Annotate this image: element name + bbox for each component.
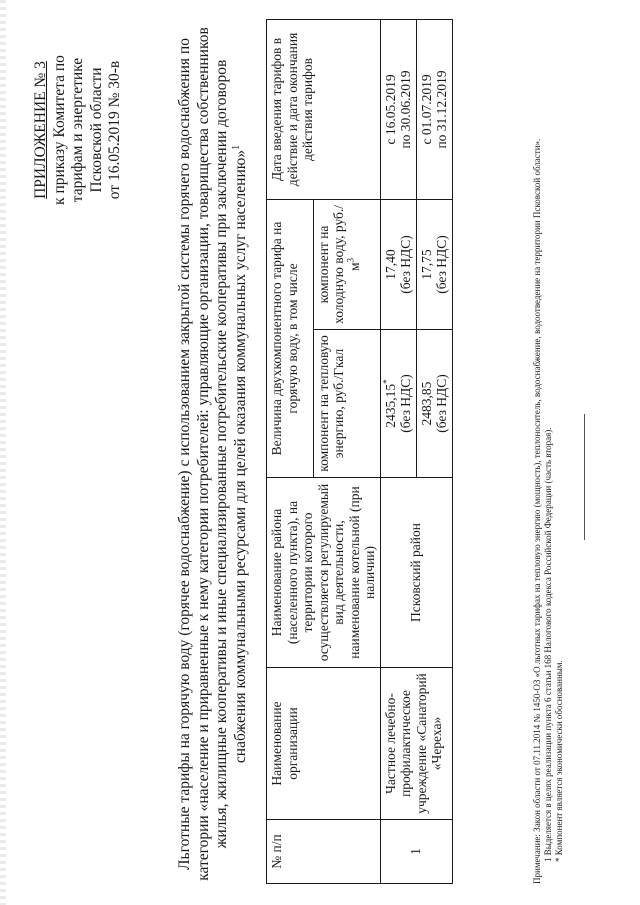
period-end: по 31.12.2019 — [434, 70, 449, 149]
separator-line — [584, 414, 585, 540]
header-thermal-component: компонент на тепловую энергию, руб./Гкал — [313, 330, 380, 478]
thermal-vat-note: (без НДС) — [398, 374, 413, 433]
appendix-line: к приказу Комитета по — [50, 55, 68, 205]
document-sheet — [20, 12, 620, 892]
period-start: с 01.07.2019 — [418, 74, 434, 145]
appendix-line: тарифам и энергетике — [69, 57, 86, 203]
period-start: с 16.05.2019 — [382, 74, 398, 145]
header-cold-water-sup: 3 — [345, 257, 356, 263]
header-cold-water-text: компонент на холодную воду, руб./м — [315, 204, 362, 324]
cell-period — [416, 19, 452, 199]
cell-cold-water-value — [416, 199, 452, 329]
cell-organization: Частное лечебно-профилактическое учреждение «Санаторий «Череха» — [380, 668, 452, 820]
appendix-header — [32, 30, 125, 230]
note-footnote-2: * Компонент является экономически обоснованным. — [554, 660, 564, 862]
document-title-text: Льготные тарифы на горячую воду (горячее водоснабжение) с использованием закрытой системы горячего водоснабжения по категории «население и приравненные к нему категории потребителей: управляющие организации, товарищества собственников жилья, жилищные кооперативы и иные специализированные потребительские кооперативы при заключении договоров снабжения коммунальными ресурсами для целей оказания коммунальных услуг населению» — [176, 27, 249, 881]
cell-num: 1 — [380, 820, 452, 884]
thermal-footnote-mark: * — [381, 379, 391, 384]
appendix-title: ПРИЛОЖЕНИЕ № 3 — [32, 61, 49, 199]
cold-water-value: 17,75 — [418, 249, 434, 280]
thermal-value: 2483,85 — [418, 381, 434, 426]
appendix-line: Псковской области — [87, 67, 105, 193]
table-row — [380, 19, 416, 883]
appendix-line: от 16.05.2019 № 30-в — [106, 60, 123, 200]
cold-water-vat-note: (без НДС) — [434, 235, 449, 294]
document-title — [176, 24, 250, 884]
cold-water-value: 17,40 — [382, 249, 398, 280]
cell-period — [380, 19, 416, 199]
notes — [532, 20, 565, 884]
title-footnote-mark: 1 — [230, 144, 242, 150]
table-header-row — [267, 19, 314, 883]
header-organization: Наименование организации — [267, 668, 381, 820]
cell-cold-water-value — [380, 199, 416, 329]
tariff-table — [266, 19, 453, 884]
period-end: по 30.06.2019 — [398, 70, 413, 149]
scan-edge — [0, 0, 6, 905]
note-footnote-1: 1 Выделяется в целях реализации пункта 6 статьи 168 Налогового кодекса Российской Федерации (часть вторая). — [543, 427, 553, 862]
header-district: Наименование района (населенного пункта), на территории которого осуществляется регулируемый вид деятельности, наименование котельной (при наличии) — [267, 478, 381, 668]
header-dates: Дата введения тарифов в действие и дата окончания действия тарифов — [267, 19, 381, 199]
header-cold-water-component — [313, 199, 380, 329]
header-num: № п/п — [267, 820, 381, 884]
thermal-vat-note: (без НДС) — [434, 374, 449, 433]
cell-thermal-value — [380, 330, 416, 478]
header-tariff-group: Величина двухкомпонентного тарифа на горячую воду, в том числе — [267, 199, 314, 477]
note-main: Примечание: Закон области от 07.11.2014 № 1450-ОЗ «О льготных тарифах на тепловую энергию (мощность), теплоноситель, водоснабжение, водоотведение на территории Псковской области». — [532, 138, 542, 884]
thermal-value: 2435,15 — [382, 383, 398, 428]
cell-thermal-value — [416, 330, 452, 478]
cold-water-vat-note: (без НДС) — [398, 235, 413, 294]
cell-district: Псковский район — [380, 478, 452, 668]
